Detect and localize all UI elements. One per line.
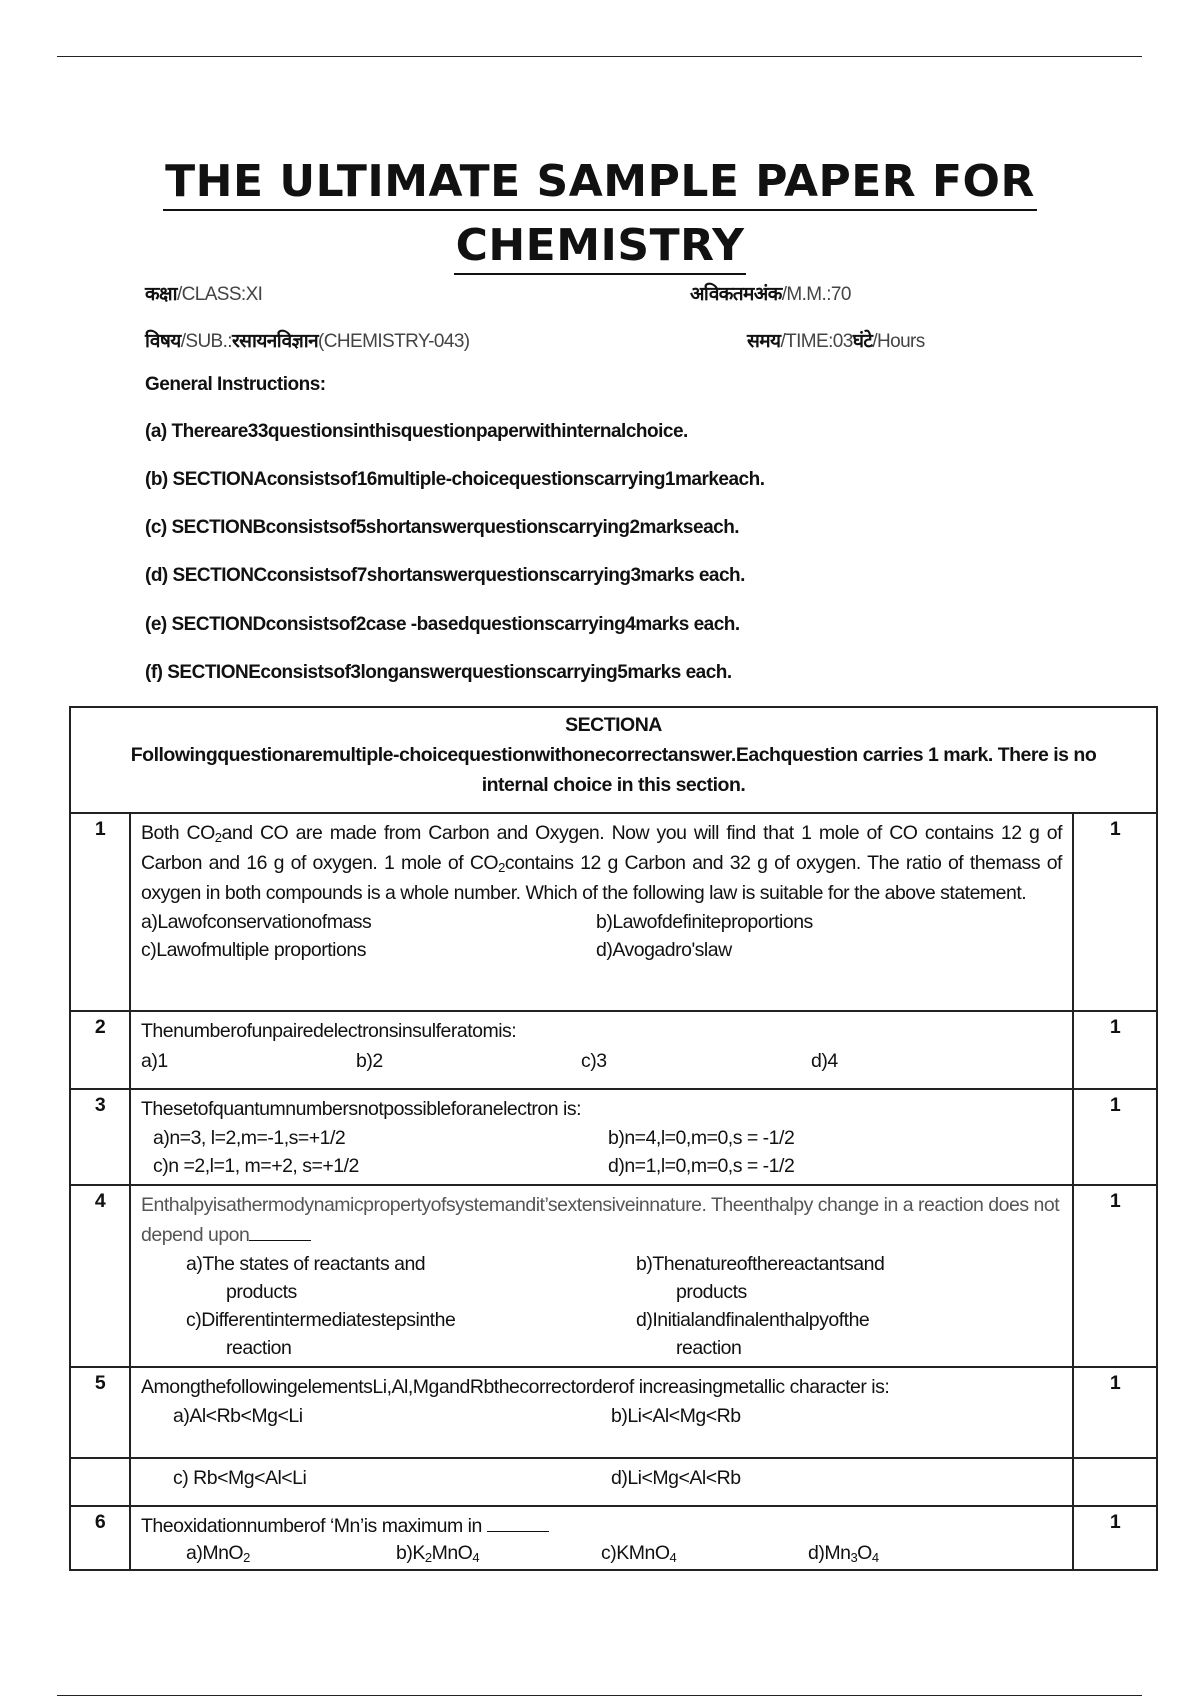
instruction-c: (c) SECTIONBconsistsof5shortanswerquestionscarrying2markseach. [145, 517, 740, 538]
question-marks: 1 [1073, 1011, 1157, 1089]
time-label: समय/TIME:03घंटे/Hours [747, 331, 925, 352]
title-line-1: THE ULTIMATE SAMPLE PAPER FOR [0, 156, 1200, 207]
subject-label: विषय/SUB.:रसायनविज्ञान(CHEMISTRY-043) [145, 331, 470, 352]
option-a: a)Lawofconservationofmass [141, 911, 372, 933]
question-text: Enthalpyisathermodynamicpropertyofsystemandit’sextensiveinnature. Theenthalpy change in a reaction does not depend upon [141, 1194, 1060, 1246]
option-b: $b)K_2MnO_4$ [396, 1542, 480, 1565]
question-number: 6 [70, 1506, 130, 1570]
option-c: c) Rb<Mg<Al<Li [173, 1467, 307, 1489]
general-instructions-heading: General Instructions: [145, 374, 326, 395]
option-d: d)n=1,l=0,m=0,s = -1/2 [608, 1155, 795, 1177]
option-b: b)Thenatureofthereactantsand products [636, 1253, 885, 1303]
question-row [70, 1011, 1157, 1089]
bottom-rule [57, 1695, 1142, 1696]
option-a: a)1 [141, 1050, 168, 1072]
question-row-continued [70, 1458, 1157, 1506]
option-c: c)KMnO$_4$ [601, 1542, 677, 1565]
top-rule [57, 56, 1142, 57]
option-a: a)n=3, l=2,m=-1,s=+1/2 [153, 1127, 346, 1149]
question-text: AmongthefollowingelementsLi,Al,MgandRbthecorrectorderof increasingmetallic character is: [141, 1376, 890, 1398]
instruction-a: (a) Thereare33questionsinthisquestionpaperwithinternalchoice. [145, 421, 688, 442]
question-marks: 1 [1073, 1089, 1157, 1185]
question-number: 5 [70, 1367, 130, 1458]
question-row [70, 813, 1157, 1011]
question-number: 2 [70, 1011, 130, 1089]
option-a: a)Al<Rb<Mg<Li [173, 1405, 303, 1427]
class-label: कक्षा/CLASS:XI [145, 284, 263, 305]
question-marks: 1 [1073, 1367, 1157, 1458]
option-b: b)Lawofdefiniteproportions [596, 911, 813, 933]
option-d: d)Initialandfinalenthalpyofthe reaction [636, 1309, 870, 1359]
question-number: 3 [70, 1089, 130, 1185]
section-title: SECTIONA [565, 714, 662, 736]
question-row [70, 1185, 1157, 1367]
question-table [69, 706, 1158, 1571]
question-text: Both $CO_2and$ CO are made from Carbon and Oxygen. Now you will find that 1 mole of CO contains 12 g of Carbon and 16 g of oxygen. 1 mole of $CO_2contains$ 12 g Carbon and 32 g of oxygen. The ratio of themass of oxygen in both compounds is a whole number. Which of the following law is suitable for the above statement. [141, 822, 1062, 904]
question-number: 1 [70, 813, 130, 1011]
option-d: d)Avogadro'slaw [596, 939, 732, 961]
title-line-2: CHEMISTRY [0, 220, 1200, 271]
question-marks: 1 [1073, 1185, 1157, 1367]
instruction-f: (f) SECTIONEconsistsof3longanswerquestionscarrying5marks each. [145, 662, 732, 683]
question-text: Thenumberofunpairedelectronsinsulferatomis: [141, 1020, 517, 1042]
question-row [70, 1367, 1157, 1458]
option-c: c)Differentintermediatestepsinthe reaction [186, 1309, 456, 1359]
question-text: Theoxidationnumberof ‘Mn’is maximum in [141, 1511, 1062, 1541]
option-b: b)n=4,l=0,m=0,s = -1/2 [608, 1127, 795, 1149]
section-description: Followingquestionaremultiple-choicequestionwithonecorrectanswer.Eachquestion carries 1 mark. There is no internal choice in this section. [130, 744, 1097, 796]
option-d: $d)Mn_3O_4$ [808, 1542, 879, 1565]
option-a: a)MnO$_2$ [186, 1542, 250, 1565]
question-marks: 1 [1073, 1506, 1157, 1570]
question-text: Thesetofquantumnumbersnotpossibleforanelectron is: [141, 1098, 582, 1120]
option-c: c)n =2,l=1, m=+2, s=+1/2 [153, 1155, 359, 1177]
instruction-b: (b) SECTIONAconsistsof16multiple-choicequestionscarrying1markeach. [145, 469, 765, 490]
instruction-d: (d) SECTIONCconsistsof7shortanswerquestionscarrying3marks each. [145, 565, 745, 586]
option-c: c)Lawofmultiple proportions [141, 939, 366, 961]
section-header-row [70, 707, 1157, 813]
question-marks: 1 [1073, 813, 1157, 1011]
max-marks-label: अविकतमअंक/M.M.:70 [690, 284, 851, 305]
option-d: d)Li<Mg<Al<Rb [611, 1467, 741, 1489]
answer-blank [249, 1222, 311, 1241]
option-d: d)4 [811, 1050, 838, 1072]
option-c: c)3 [581, 1050, 607, 1072]
answer-blank [487, 1513, 549, 1532]
option-a: a)The states of reactants and products [186, 1253, 426, 1303]
question-row [70, 1089, 1157, 1185]
question-number: 4 [70, 1185, 130, 1367]
question-row [70, 1506, 1157, 1570]
instruction-e: (e) SECTIONDconsistsof2case -basedquestionscarrying4marks each. [145, 614, 740, 635]
option-b: b)2 [356, 1050, 383, 1072]
option-b: b)Li<Al<Mg<Rb [611, 1405, 741, 1427]
